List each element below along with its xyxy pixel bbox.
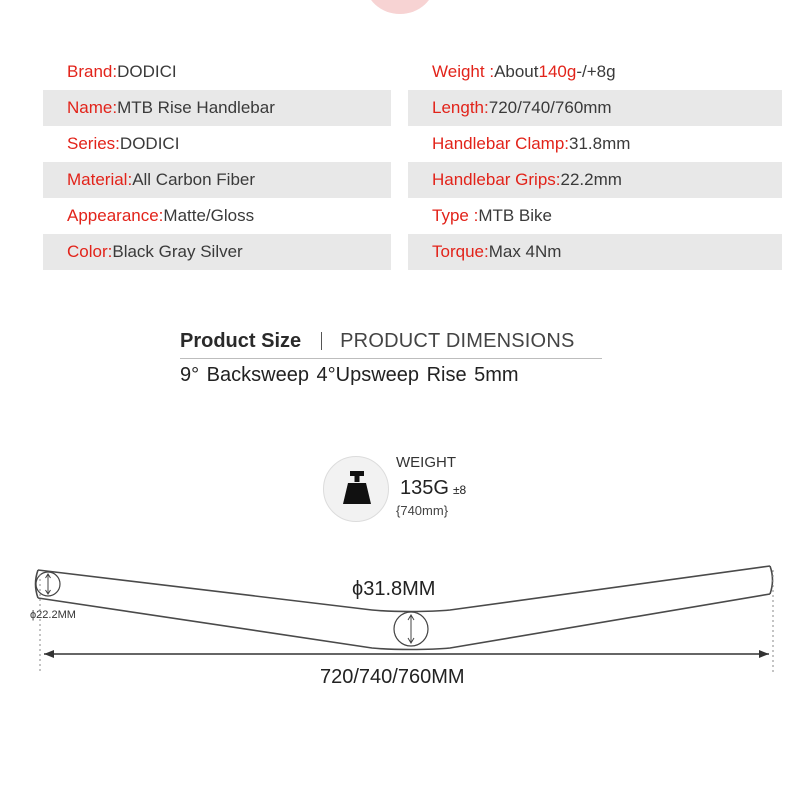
grip-diameter-label: ϕ22.2MM (30, 609, 76, 621)
spec-key: Material: (67, 170, 133, 189)
spec-type (408, 198, 782, 234)
spec-key: Appearance: (67, 206, 164, 225)
spec-table (0, 54, 800, 274)
width-label: 720/740/760MM (320, 666, 465, 688)
handlebar-right-end (770, 566, 773, 594)
spec-brand (43, 54, 391, 90)
product-size-header (180, 326, 602, 356)
spec-value-highlight: 140g (538, 62, 577, 81)
spec-key: Handlebar Grips: (432, 170, 561, 189)
top-decoration-circle (365, 0, 435, 14)
spec-value-post: -/+8g (576, 62, 616, 81)
spec-clamp (408, 126, 782, 162)
spec-value: Black Gray Silver (112, 242, 243, 261)
spec-value: 31.8mm (569, 134, 631, 153)
spec-key: Torque: (432, 242, 489, 261)
spec-value-pre: About (494, 62, 539, 81)
handlebar-bottom-edge (38, 594, 770, 650)
spec-value: DODICI (119, 134, 180, 153)
weight-tolerance: ±8 (452, 483, 467, 497)
spec-value: MTB Rise Handlebar (117, 98, 275, 117)
spec-material (43, 162, 391, 198)
spec-value: 22.2mm (560, 170, 622, 189)
spec-weight (408, 54, 782, 90)
spec-key: Length: (432, 98, 489, 117)
spec-key: Weight : (432, 62, 495, 81)
tube-diameter-label: ϕ31.8MM (352, 578, 436, 600)
spec-value: Matte/Gloss (163, 206, 255, 225)
scale-weight-icon (324, 457, 390, 523)
weight-note: {740mm} (396, 503, 449, 518)
geometry-specs: 9° Backsweep 4°Upsweep Rise 5mm (180, 364, 519, 386)
spec-value: 720/740/760mm (488, 98, 612, 117)
spec-grips (408, 162, 782, 198)
spec-color (43, 234, 391, 270)
spec-value: DODICI (117, 62, 177, 81)
spec-key: Brand: (67, 62, 118, 81)
spec-key: Series: (67, 134, 120, 153)
spec-series (43, 126, 391, 162)
product-dimensions-subtitle: PRODUCT DIMENSIONS (340, 329, 575, 352)
spec-value: Max 4Nm (488, 242, 562, 261)
spec-key: Color: (67, 242, 113, 261)
weight-value (400, 477, 466, 500)
spec-length (408, 90, 782, 126)
spec-name (43, 90, 391, 126)
spec-key: Handlebar Clamp: (432, 134, 570, 153)
header-underline (180, 358, 602, 359)
spec-key: Name: (67, 98, 118, 117)
spec-appearance (43, 198, 391, 234)
header-divider (321, 332, 322, 350)
weight-label: WEIGHT (396, 454, 456, 471)
spec-key: Type : (432, 206, 479, 225)
spec-value: All Carbon Fiber (132, 170, 256, 189)
weight-badge (323, 456, 389, 522)
product-size-title: Product Size (180, 329, 302, 352)
spec-torque (408, 234, 782, 270)
spec-value: MTB Bike (478, 206, 552, 225)
weight-number: 135G (400, 477, 449, 499)
